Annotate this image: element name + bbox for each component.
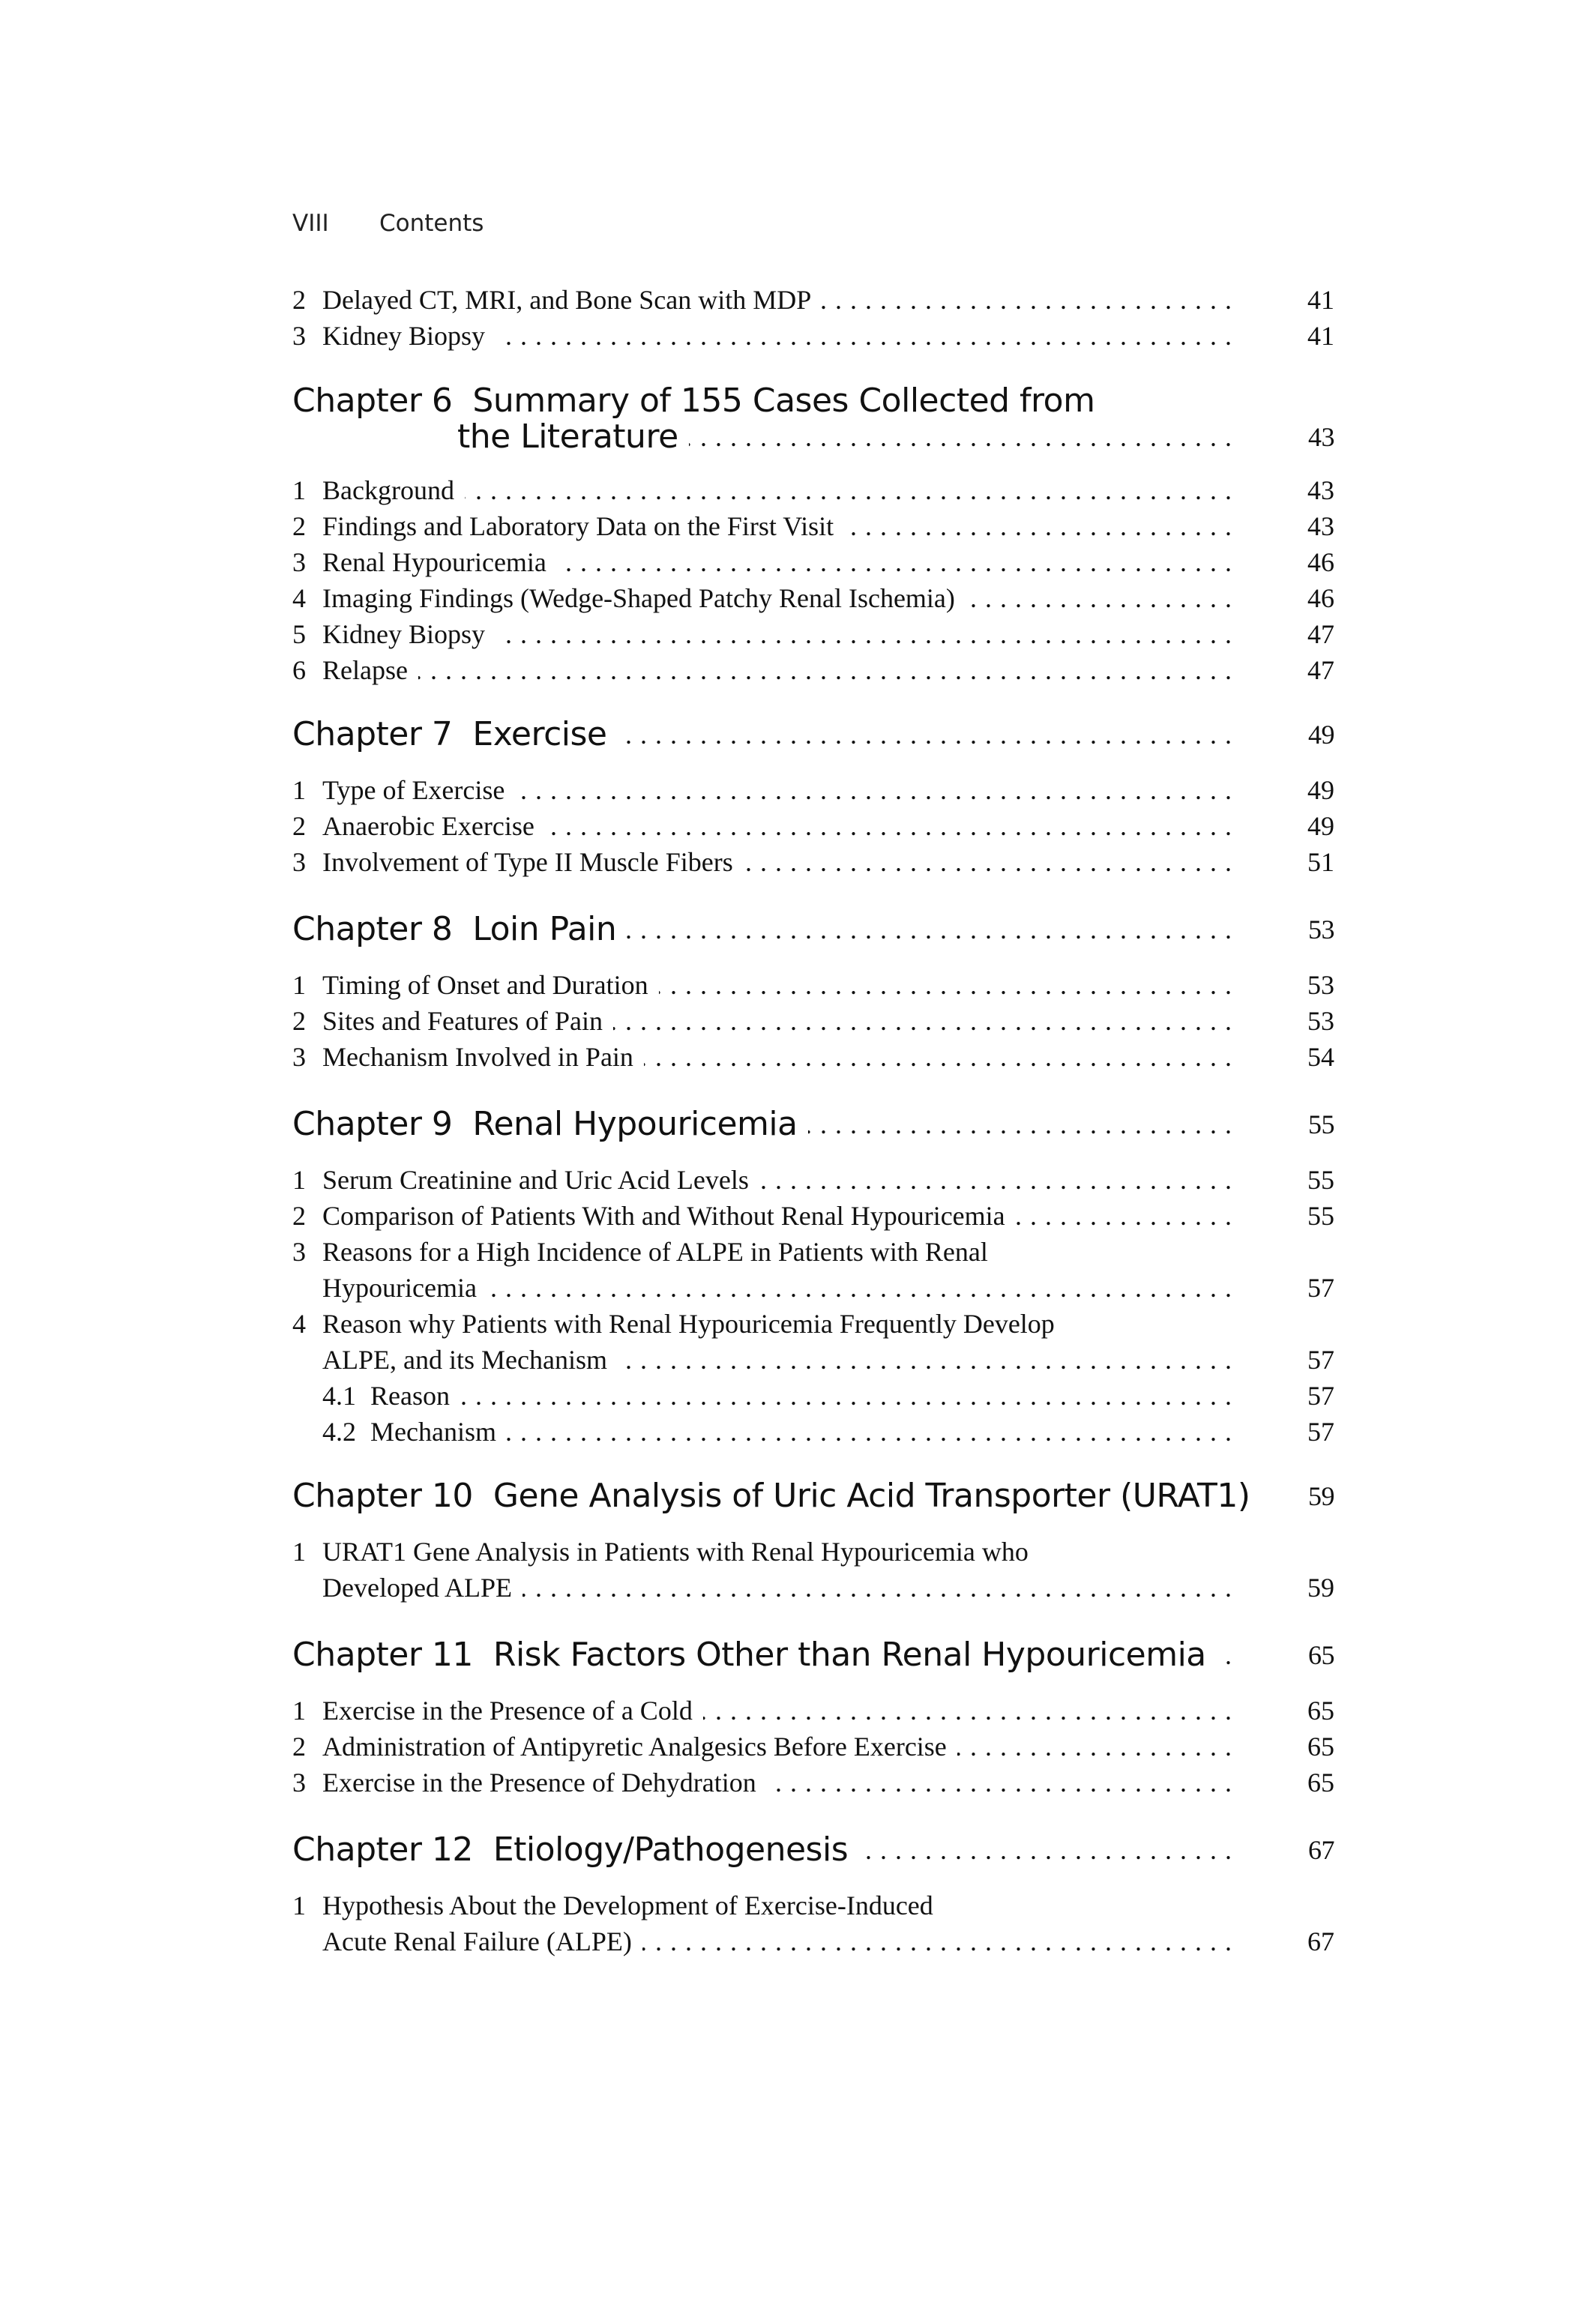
entry-title: Developed ALPE — [322, 1573, 512, 1603]
toc-subentry[interactable]: 4.1 Reason . . . 57 — [292, 1378, 1334, 1414]
toc-entry[interactable]: 1 Exercise in the Presence of a Cold . . . 65 — [292, 1693, 1334, 1729]
entry-title: Exercise in the Presence of Dehydration — [322, 1768, 756, 1798]
entry-title: Delayed CT, MRI, and Bone Scan with MDP — [322, 285, 812, 315]
toc-entry[interactable]: 2 Anaerobic Exercise . . . 49 — [292, 808, 1334, 844]
chapter-label: Chapter 10 — [292, 1477, 473, 1515]
toc-entry[interactable]: 3 Mechanism Involved in Pain . . . 54 — [292, 1039, 1334, 1075]
chapter-title: Exercise — [472, 715, 607, 753]
chapter-heading-continued[interactable] — [292, 415, 1334, 460]
entry-title: Reason — [370, 1381, 450, 1411]
toc-entry[interactable]: 1 Hypothesis About the Development of Exercise-Induced — [292, 1887, 1334, 1923]
toc-entry[interactable]: 2 Comparison of Patients With and Without Renal Hypouricemia . . . 55 — [292, 1198, 1334, 1234]
entry-title: Timing of Onset and Duration — [322, 970, 648, 1000]
entry-page: 67 — [1307, 1926, 1334, 1956]
entry-page: 53 — [1307, 970, 1334, 1000]
entry-page: 59 — [1307, 1573, 1334, 1603]
entry-page: 43 — [1307, 511, 1334, 541]
entry-title: Renal Hypouricemia — [322, 547, 546, 577]
toc-entry[interactable]: 2 Sites and Features of Pain . . . 53 — [292, 1003, 1334, 1039]
toc-entry[interactable]: 1 Timing of Onset and Duration . . . 53 — [292, 967, 1334, 1003]
chapter-title: the Literature — [457, 418, 678, 456]
chapter-heading[interactable] — [292, 1102, 1334, 1147]
entry-page: 65 — [1307, 1768, 1334, 1798]
chapter-label: Chapter 12 — [292, 1831, 473, 1869]
chapter-page: 53 — [1308, 915, 1334, 944]
chapter-label: Chapter 6 — [292, 382, 453, 420]
toc-entry[interactable]: 3 Kidney Biopsy . . . 41 — [292, 318, 1334, 354]
running-head — [292, 210, 484, 247]
running-head-title: Contents — [379, 210, 484, 237]
entry-page: 55 — [1307, 1165, 1334, 1195]
toc-entry[interactable]: 6 Relapse . . . 47 — [292, 652, 1334, 688]
chapter-label: Chapter 11 — [292, 1636, 473, 1674]
chapter-page: 43 — [1308, 422, 1334, 452]
entry-title: Involvement of Type II Muscle Fibers — [322, 847, 733, 877]
toc-entry-continued[interactable] — [292, 1342, 1334, 1378]
entry-page: 49 — [1307, 775, 1334, 805]
entry-page: 43 — [1307, 475, 1334, 505]
entry-title: Sites and Features of Pain — [322, 1006, 603, 1036]
chapter-page: 65 — [1308, 1640, 1334, 1670]
toc-entry[interactable]: 4 Imaging Findings (Wedge-Shaped Patchy Renal Ischemia) . . . 46 — [292, 580, 1334, 616]
toc-entry[interactable]: 5 Kidney Biopsy . . . 47 — [292, 616, 1334, 652]
entry-title: Kidney Biopsy — [322, 619, 486, 649]
toc-entry[interactable]: 3 Involvement of Type II Muscle Fibers . . . 51 — [292, 844, 1334, 880]
entry-page: 55 — [1307, 1201, 1334, 1231]
entry-page: 54 — [1307, 1042, 1334, 1072]
entry-title: Background — [322, 475, 454, 505]
entry-title: Relapse — [322, 655, 408, 685]
toc-entry[interactable]: 2 Delayed CT, MRI, and Bone Scan with MDP . . . 41 — [292, 282, 1334, 318]
folio-number: VIII — [292, 210, 329, 237]
toc-entry-continued[interactable] — [292, 1270, 1334, 1306]
toc-entry-continued[interactable] — [292, 1923, 1334, 1959]
entry-title: Kidney Biopsy — [322, 321, 486, 351]
entry-page: 57 — [1307, 1381, 1334, 1411]
entry-page: 47 — [1307, 619, 1334, 649]
entry-title: Mechanism — [370, 1417, 496, 1447]
entry-title: Findings and Laboratory Data on the First Visit — [322, 511, 834, 541]
entry-title: Hypothesis About the Development of Exercise-Induced — [322, 1890, 933, 1920]
chapter-heading[interactable] — [292, 907, 1334, 952]
toc-entry[interactable]: 3 Exercise in the Presence of Dehydration . . . 65 — [292, 1765, 1334, 1801]
entry-title: Acute Renal Failure (ALPE) — [322, 1926, 632, 1956]
toc-entry[interactable]: 1 URAT1 Gene Analysis in Patients with Renal Hypouricemia who — [292, 1534, 1334, 1570]
chapter-label: Chapter 9 — [292, 1105, 453, 1143]
entry-title: Imaging Findings (Wedge-Shaped Patchy Renal Ischemia) — [322, 583, 955, 613]
chapter-page: 67 — [1308, 1835, 1334, 1865]
entry-page: 41 — [1307, 285, 1334, 315]
entry-page: 47 — [1307, 655, 1334, 685]
chapter-title: Gene Analysis of Uric Acid Transporter (URAT1) — [493, 1477, 1250, 1515]
entry-page: 57 — [1307, 1417, 1334, 1447]
toc-entry[interactable]: 3 Reasons for a High Incidence of ALPE in Patients with Renal — [292, 1234, 1334, 1270]
entry-title: Administration of Antipyretic Analgesics Before Exercise — [322, 1732, 947, 1762]
chapter-title: Summary of 155 Cases Collected from — [472, 382, 1095, 420]
chapter-label: Chapter 8 — [292, 910, 453, 948]
chapter-title: Risk Factors Other than Renal Hypouricemia — [493, 1636, 1206, 1674]
entry-title: Type of Exercise — [322, 775, 505, 805]
entry-page: 46 — [1307, 547, 1334, 577]
chapter-title: Loin Pain — [472, 910, 617, 948]
entry-title: Reason why Patients with Renal Hypouricemia Frequently Develop — [322, 1309, 1055, 1339]
entry-page: 49 — [1307, 811, 1334, 841]
toc-entry[interactable]: 1 Type of Exercise . . . 49 — [292, 772, 1334, 808]
toc-subentry[interactable]: 4.2 Mechanism . . . 57 — [292, 1414, 1334, 1450]
toc-entry[interactable]: 1 Background . . . 43 — [292, 472, 1334, 508]
toc-entry[interactable]: 4 Reason why Patients with Renal Hypouricemia Frequently Develop — [292, 1306, 1334, 1342]
entry-page: 65 — [1307, 1696, 1334, 1726]
toc-entry[interactable]: 3 Renal Hypouricemia . . . 46 — [292, 544, 1334, 580]
entry-title: ALPE, and its Mechanism — [322, 1345, 607, 1375]
entry-page: 53 — [1307, 1006, 1334, 1036]
chapter-page: 55 — [1308, 1109, 1334, 1139]
chapter-page: 59 — [1308, 1481, 1334, 1511]
chapter-heading[interactable] — [292, 1474, 1334, 1519]
entry-title: Anaerobic Exercise — [322, 811, 534, 841]
entry-page: 65 — [1307, 1732, 1334, 1762]
entry-page: 41 — [1307, 321, 1334, 351]
entry-page: 57 — [1307, 1273, 1334, 1303]
chapter-label: Chapter 7 — [292, 715, 453, 753]
entry-title: Reasons for a High Incidence of ALPE in Patients with Renal — [322, 1237, 988, 1267]
entry-title: Mechanism Involved in Pain — [322, 1042, 633, 1072]
chapter-page: 49 — [1308, 720, 1334, 750]
entry-title: URAT1 Gene Analysis in Patients with Renal Hypouricemia who — [322, 1537, 1029, 1567]
entry-page: 51 — [1307, 847, 1334, 877]
toc-entry[interactable]: 1 Serum Creatinine and Uric Acid Levels . . . 55 — [292, 1162, 1334, 1198]
toc-entry-continued[interactable] — [292, 1570, 1334, 1606]
entry-title: Comparison of Patients With and Without Renal Hypouricemia — [322, 1201, 1005, 1231]
toc-entry[interactable]: 2 Findings and Laboratory Data on the First Visit . . . 43 — [292, 508, 1334, 544]
entry-title: Hypouricemia — [322, 1273, 477, 1303]
entry-page: 57 — [1307, 1345, 1334, 1375]
toc-entry[interactable]: 2 Administration of Antipyretic Analgesics Before Exercise . . . 65 — [292, 1729, 1334, 1765]
chapter-title: Renal Hypouricemia — [472, 1105, 798, 1143]
chapter-heading[interactable] — [292, 1633, 1334, 1678]
entry-title: Exercise in the Presence of a Cold — [322, 1696, 693, 1726]
chapter-heading[interactable] — [292, 712, 1334, 757]
chapter-heading[interactable] — [292, 1828, 1334, 1872]
chapter-title: Etiology/Pathogenesis — [493, 1831, 849, 1869]
entry-title: Serum Creatinine and Uric Acid Levels — [322, 1165, 749, 1195]
entry-page: 46 — [1307, 583, 1334, 613]
